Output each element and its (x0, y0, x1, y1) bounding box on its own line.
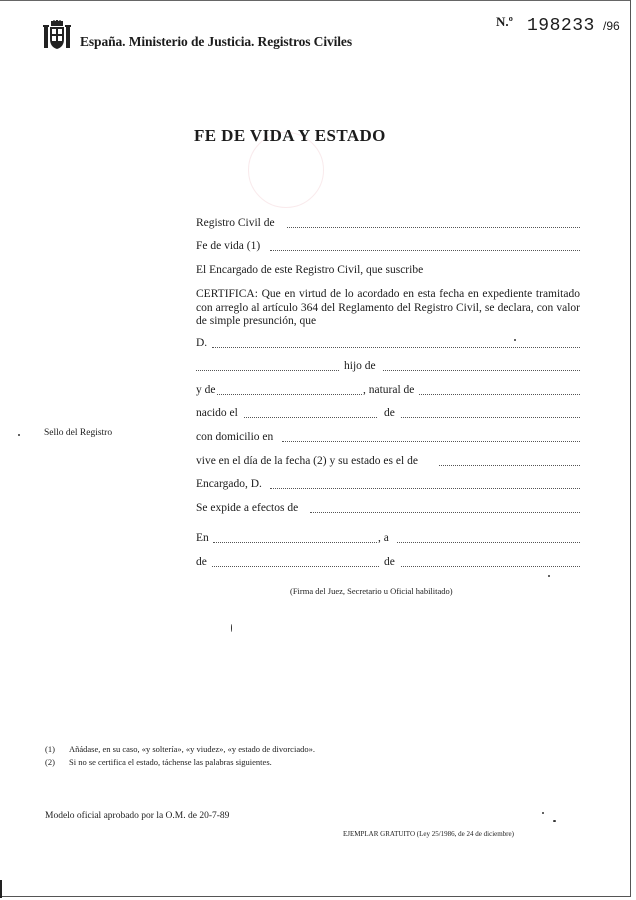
label-se-expide: Se expide a efectos de (196, 502, 299, 514)
encargado-intro: El Encargado de este Registro Civil, que suscribe (196, 264, 424, 276)
field-estado[interactable] (439, 465, 580, 466)
note-2-number: (2) (45, 757, 55, 767)
field-lugar[interactable] (213, 542, 377, 543)
label-fe-de-vida: Fe de vida (1) (196, 240, 261, 252)
speck (553, 820, 556, 822)
modelo-oficial: Modelo oficial aprobado por la O.M. de 20-7-89 (45, 811, 230, 821)
field-nombre[interactable] (212, 347, 580, 348)
serial-year: /96 (603, 19, 620, 33)
field-dia[interactable] (397, 542, 580, 543)
field-nombre-cont[interactable] (196, 370, 339, 371)
field-natural[interactable] (419, 394, 580, 395)
label-encargado-d: Encargado, D. (196, 478, 262, 490)
label-hijo-de: hijo de (344, 360, 376, 372)
page-border-left-mark (0, 880, 2, 898)
label-en: En (196, 532, 209, 544)
field-mes[interactable] (212, 566, 379, 567)
coat-of-arms-icon (43, 20, 71, 50)
serial-number: 198233 (527, 16, 595, 36)
field-nacimiento-ano[interactable] (401, 417, 580, 418)
label-de-mes: de (196, 556, 207, 568)
speck (18, 434, 20, 436)
label-registro-civil: Registro Civil de (196, 217, 275, 229)
field-registro-civil[interactable] (287, 227, 580, 228)
speck (231, 624, 232, 632)
label-nacido-el: nacido el (196, 407, 238, 419)
speck (514, 339, 516, 341)
field-nacimiento-fecha[interactable] (244, 417, 377, 418)
firma-caption: (Firma del Juez, Secretario u Oficial habilitado) (290, 586, 453, 596)
page-border-top (0, 0, 630, 1)
field-madre[interactable] (217, 394, 362, 395)
label-de-nacimiento: de (384, 407, 395, 419)
certifica-paragraph: CERTIFICA: Que en virtud de lo acordado en esta fecha en expediente tramitado con arreglo al artículo 364 del Reglamento del Registro Civil, se declara, con valor de simple presunción, que (196, 288, 580, 327)
field-domicilio[interactable] (282, 441, 580, 442)
number-label: N.º (496, 14, 513, 29)
note-2-text: Si no se certifica el estado, táchense las palabras siguientes. (69, 757, 272, 767)
label-y-de: y de (196, 384, 216, 396)
page-title: FE DE VIDA Y ESTADO (194, 126, 386, 145)
field-fe-de-vida[interactable] (270, 250, 580, 251)
field-padre[interactable] (383, 370, 580, 371)
label-domicilio: con domicilio en (196, 431, 274, 443)
field-ano[interactable] (401, 566, 580, 567)
speck (542, 812, 544, 814)
field-encargado[interactable] (270, 488, 580, 489)
field-efectos[interactable] (310, 512, 580, 513)
page-border-bottom (0, 896, 631, 897)
label-natural-de: , natural de (363, 384, 415, 396)
note-1-text: Añádase, en su caso, «y soltería», «y viudez», «y estado de divorciado». (69, 744, 315, 754)
label-de-ano: de (384, 556, 395, 568)
speck (548, 575, 550, 577)
label-a: , a (378, 532, 389, 544)
ejemplar-gratuito: EJEMPLAR GRATUITO (Ley 25/1986, de 24 de diciembre) (343, 830, 514, 838)
note-1-number: (1) (45, 744, 55, 754)
page-border-right (630, 0, 631, 896)
label-vive: vive en el día de la fecha (2) y su estado es el de (196, 455, 418, 467)
label-d: D. (196, 337, 208, 349)
sello-label: Sello del Registro (44, 428, 113, 438)
header-organization: España. Ministerio de Justicia. Registros Civiles (80, 34, 352, 49)
